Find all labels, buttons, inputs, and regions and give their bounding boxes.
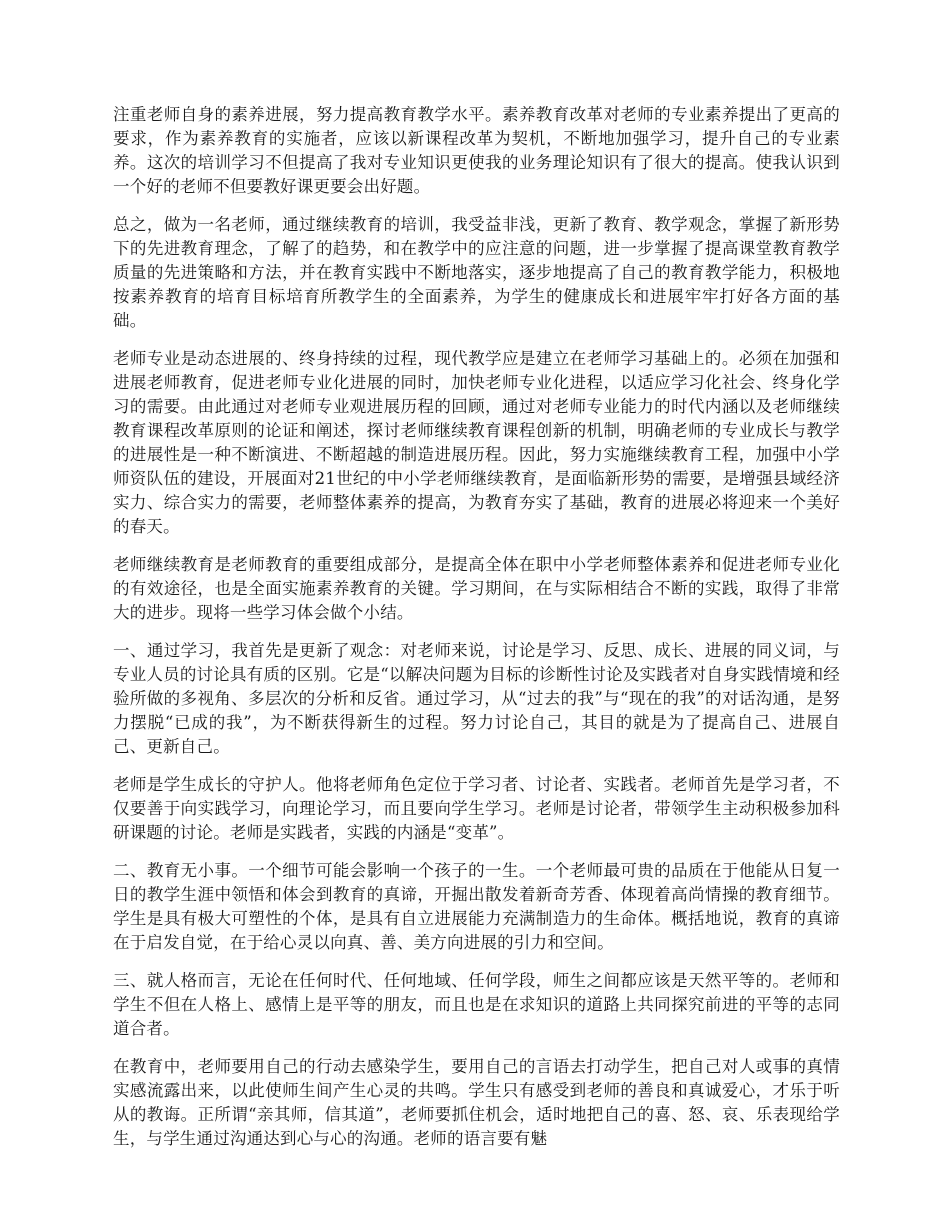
paragraph-5: 一、通过学习，我首先是更新了观念：对老师来说，讨论是学习、反思、成长、进展的同义词，与专业人员的讨论具有质的区别。它是“以解决问题为目标的诊断性讨论及实践者对自身实践情境和经验所做的多视角、多层次的分析和反省。通过学习，从“过去的我”与“现在的我”的对话沟通，是努力摆脱“已成的我”，为不断获得新生的过程。努力讨论自己，其目的就是为了提高自己、进展自己、更新自己。 — [113, 641, 840, 756]
paragraph-2: 总之，做为一名老师，通过继续教育的培训，我受益非浅，更新了教育、教学观念，掌握了新形势下的先进教育理念，了解了的趋势，和在教学中的应注意的问题，进一步掌握了提高课堂教育教学质量的先进策略和方法，并在教育实践中不断地落实，逐步地提高了自己的教育教学能力，积极地按素养教育的培育目标培育所教学生的全面素养，为学生的健康成长和进展牢牢打好各方面的基础。 — [113, 215, 840, 330]
paragraph-9: 在教育中，老师要用自己的行动去感染学生，要用自己的言语去打动学生，把自己对人或事的真情实感流露出来，以此使师生间产生心灵的共鸣。学生只有感受到老师的善良和真诚爱心，才乐于听从的教诲。正所谓“亲其师，信其道”，老师要抓住机会，适时地把自己的喜、怒、哀、乐表现给学生，与学生通过沟通达到心与心的沟通。老师的语言要有魅 — [113, 1057, 840, 1148]
paragraph-7: 二、教育无小事。一个细节可能会影响一个孩子的一生。一个老师最可贵的品质在于他能从日复一日的教学生涯中领悟和体会到教育的真谛，开掘出散发着新奇芳香、体现着高尚情操的教育细节。学生是具有极大可塑性的个体，是具有自立进展能力充满制造力的生命体。概括地说，教育的真谛在于启发自觉，在于给心灵以向真、善、美方向进展的引力和空间。 — [113, 861, 840, 952]
paragraph-3: 老师专业是动态进展的、终身持续的过程，现代教学应是建立在老师学习基础上的。必须在加强和进展老师教育，促进老师专业化进展的同时，加快老师专业化进程，以适应学习化社会、终身化学习的需要。由此通过对老师专业观进展历程的回顾，通过对老师专业能力的时代内涵以及老师继续教育课程改革原则的论证和阐述，探讨老师继续教育课程创新的机制，明确老师的专业成长与教学的进展性是一种不断演进、不断超越的制造进展历程。因此，努力实施继续教育工程，加强中小学师资队伍的建设，开展面对21世纪的中小学老师继续教育，是面临新形势的需要，是增强县域经济实力、综合实力的需要，老师整体素养的提高，为教育夯实了基础，教育的进展必将迎来一个美好的春天。 — [113, 349, 840, 536]
paragraph-1: 注重老师自身的素养进展，努力提高教育教学水平。素养教育改革对老师的专业素养提出了更高的要求，作为素养教育的实施者，应该以新课程改革为契机，不断地加强学习，提升自己的专业素养。这次的培训学习不但提高了我对专业知识更使我的业务理论知识有了很大的提高。使我认识到一个好的老师不但要教好课更要会出好题。 — [113, 105, 840, 196]
paragraph-6: 老师是学生成长的守护人。他将老师角色定位于学习者、讨论者、实践者。老师首先是学习者，不仅要善于向实践学习，向理论学习，而且要向学生学习。老师是讨论者，带领学生主动积极参加科研课题的讨论。老师是实践者，实践的内涵是“变革”。 — [113, 775, 840, 842]
paragraph-8: 三、就人格而言，无论在任何时代、任何地域、任何学段，师生之间都应该是天然平等的。老师和学生不但在人格上、感情上是平等的朋友，而且也是在求知识的道路上共同探究前进的平等的志同道合者。 — [113, 971, 840, 1038]
document-page — [113, 103, 840, 1165]
paragraph-4: 老师继续教育是老师教育的重要组成部分，是提高全体在职中小学老师整体素养和促进老师专业化的有效途径，也是全面实施素养教育的关键。学习期间，在与实际相结合不断的实践，取得了非常大的进步。现将一些学习体会做个小结。 — [113, 555, 840, 622]
